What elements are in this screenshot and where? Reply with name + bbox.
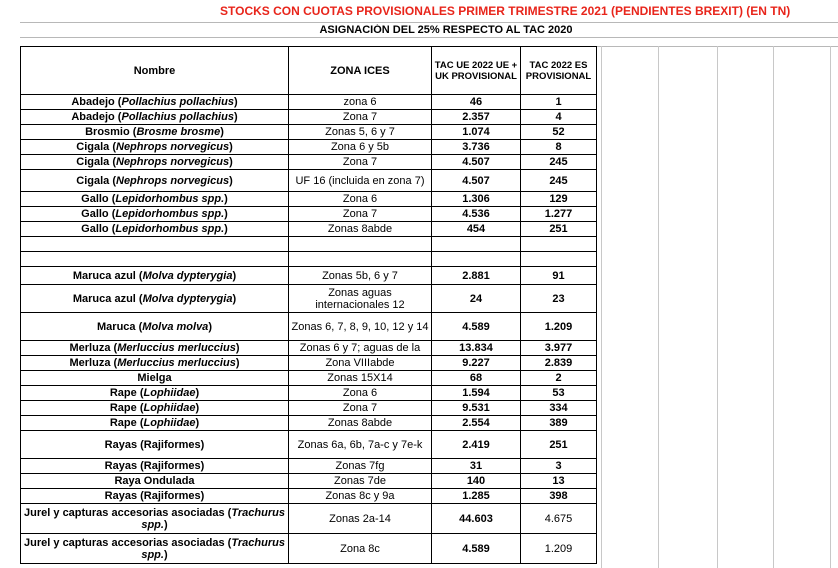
species-common-name: Jurel y capturas accesorias asociadas [24,506,225,519]
header-row [21,47,597,95]
species-latin-name: Merluccius merluccius [117,357,236,369]
zona-ices-cell: Zonas 2a-14 [289,504,432,534]
species-latin-name: Trachurus spp. [141,536,285,561]
header-tac-es: TAC 2022 ES PROVISIONAL [521,47,597,95]
tac-es-cell: 1.277 [521,207,597,222]
header-nombre: Nombre [21,47,289,95]
gridline [601,46,602,568]
species-latin-name: Merluccius merluccius [117,342,236,354]
species-common-name: Rape [109,417,137,429]
table-body [21,95,597,564]
tac-ue-cell: 1.074 [432,125,521,140]
zona-ices-cell: Zonas 15X14 [289,371,432,386]
gridline [717,46,718,568]
species-name-cell: Merluza (Merluccius merluccius) [21,341,289,356]
tac-ue-cell: 9.531 [432,401,521,416]
table-row [21,504,597,534]
zona-ices-cell: Zonas 8c y 9a [289,489,432,504]
species-common-name: Cigala [76,174,110,187]
tac-ue-cell: 1.594 [432,386,521,401]
species-latin-name: Pollachius pollachius [121,96,234,108]
tac-ue-cell: 140 [432,474,521,489]
table-row [21,474,597,489]
species-latin-name: Lophiidae [143,417,196,429]
tac-es-cell: 245 [521,170,597,192]
tac-es-cell: 129 [521,192,597,207]
species-name-cell [21,459,289,474]
tac-ue-cell: 4.589 [432,534,521,564]
tac-ue-cell: 1.285 [432,489,521,504]
tac-ue-cell: 2.881 [432,267,521,285]
tac-es-cell: 3 [521,459,597,474]
species-name-cell: Gallo (Lepidorhombus spp.) [21,192,289,207]
species-name-cell: Rape (Lophiidae) [21,416,289,431]
table-row [21,356,597,371]
tac-ue-cell: 24 [432,285,521,313]
species-common-name: Jurel y capturas accesorias asociadas [24,536,225,549]
tac-es-cell: 1 [521,95,597,110]
species-latin-name: Nephrops norvegicus [116,156,230,168]
tac-es-cell: 23 [521,285,597,313]
species-common-name: Merluza [69,357,111,369]
tac-ue-cell: 3.736 [432,140,521,155]
table-row [21,313,597,341]
gridline [830,46,831,568]
table-row [21,386,597,401]
species-latin-name: Nephrops norvegicus [116,174,230,187]
species-latin-name: Lepidorhombus spp. [115,223,225,235]
tac-ue-cell: 31 [432,459,521,474]
zona-ices-cell: Zona 7 [289,207,432,222]
zona-ices-cell: Zonas 8abde [289,222,432,237]
zona-ices-cell: Zona 6 [289,386,432,401]
zona-ices-cell: Zonas 7fg [289,459,432,474]
tac-es-cell: 52 [521,125,597,140]
species-name-cell [21,371,289,386]
header-tac-ue: TAC UE 2022 UE + UK PROVISIONAL [432,47,521,95]
species-common-name: Rayas (Rajiformes) [104,438,205,451]
species-name-cell: Cigala (Nephrops norvegicus) [21,155,289,170]
species-latin-name: Molva molva [142,320,209,333]
species-latin-name: Lophiidae [143,402,196,414]
tac-ue-cell: 2.554 [432,416,521,431]
gridline [20,37,838,38]
tac-ue-cell: 4.589 [432,313,521,341]
species-common-name: Mielga [137,372,172,384]
tac-ue-cell: 68 [432,371,521,386]
tac-ue-cell: 454 [432,222,521,237]
tac-ue-cell: 4.507 [432,155,521,170]
species-common-name: Rape [109,387,137,399]
table-row [21,267,597,285]
zona-ices-cell: UF 16 (incluida en zona 7) [289,170,432,192]
tac-es-cell: 389 [521,416,597,431]
species-latin-name: Molva dypterygia [142,292,233,305]
table-row [21,222,597,237]
species-name-cell: Maruca azul (Molva dypterygia) [21,285,289,313]
species-latin-name: Trachurus spp. [141,506,285,531]
species-latin-name: Nephrops norvegicus [116,141,230,153]
species-common-name: Raya Ondulada [114,475,195,487]
zona-ices-cell: zona 6 [289,95,432,110]
page-subtitle: ASIGNACIÓN DEL 25% RESPECTO AL TAC 2020 [319,24,573,36]
table-row [21,401,597,416]
tac-ue-cell: 2.357 [432,110,521,125]
table-row [21,110,597,125]
table-row [21,140,597,155]
tac-ue-cell: 46 [432,95,521,110]
species-name-cell: Maruca azul (Molva dypterygia) [21,267,289,285]
gridline [773,46,774,568]
table-row [21,125,597,140]
zona-ices-cell: Zona 6 y 5b [289,140,432,155]
empty-cell [21,237,289,252]
tac-ue-cell: 9.227 [432,356,521,371]
species-latin-name: Pollachius pollachius [121,111,234,123]
species-common-name: Rayas (Rajiformes) [104,460,205,472]
zona-ices-cell: Zona 7 [289,401,432,416]
tac-es-cell: 4.675 [521,504,597,534]
species-common-name: Maruca [97,320,136,333]
species-common-name: Maruca azul [72,292,136,305]
empty-cell [289,237,432,252]
species-common-name: Gallo [81,223,109,235]
species-common-name: Gallo [81,208,109,220]
species-name-cell [21,431,289,459]
zona-ices-cell: Zonas 6, 7, 8, 9, 10, 12 y 14 [289,313,432,341]
header-zona-ices: ZONA ICES [289,47,432,95]
species-common-name: Abadejo [71,96,115,108]
tac-ue-cell: 4.507 [432,170,521,192]
table-row [21,170,597,192]
tac-es-cell: 251 [521,222,597,237]
zona-ices-cell: Zona VIIIabde [289,356,432,371]
species-latin-name: Molva dypterygia [142,269,233,282]
species-name-cell: Rape (Lophiidae) [21,401,289,416]
species-name-cell: Rape (Lophiidae) [21,386,289,401]
tac-es-cell: 4 [521,110,597,125]
page-title: STOCKS CON CUOTAS PROVISIONALES PRIMER TRIMESTRE 2021 (PENDIENTES BREXIT) (EN TN) [220,4,791,18]
tac-es-cell: 245 [521,155,597,170]
empty-cell [432,237,521,252]
zona-ices-cell: Zonas 6 y 7; aguas de la [289,341,432,356]
species-name-cell: Gallo (Lepidorhombus spp.) [21,222,289,237]
species-name-cell: Merluza (Merluccius merluccius) [21,356,289,371]
empty-cell [432,252,521,267]
tac-es-cell: 334 [521,401,597,416]
empty-cell [289,252,432,267]
tac-es-cell: 91 [521,267,597,285]
table-row [21,416,597,431]
tac-ue-cell: 1.306 [432,192,521,207]
species-latin-name: Brosme brosme [136,126,221,138]
zona-ices-cell: Zonas 5b, 6 y 7 [289,267,432,285]
species-common-name: Rayas (Rajiformes) [104,490,205,502]
species-name-cell: Jurel y capturas accesorias asociadas (Trachurus spp.) [21,534,289,564]
species-name-cell: Jurel y capturas accesorias asociadas (Trachurus spp.) [21,504,289,534]
species-latin-name: Lepidorhombus spp. [115,193,225,205]
tac-ue-cell: 2.419 [432,431,521,459]
table-row [21,192,597,207]
tac-es-cell: 13 [521,474,597,489]
tac-es-cell: 1.209 [521,534,597,564]
empty-cell [521,237,597,252]
species-name-cell: Abadejo (Pollachius pollachius) [21,95,289,110]
table-row [21,431,597,459]
zona-ices-cell: Zonas aguas internacionales 12 [289,285,432,313]
zona-ices-cell: Zona 8c [289,534,432,564]
table-row [21,95,597,110]
tac-es-cell: 53 [521,386,597,401]
species-latin-name: Lophiidae [143,387,196,399]
tac-ue-cell: 44.603 [432,504,521,534]
zona-ices-cell: Zona 7 [289,110,432,125]
species-name-cell: Cigala (Nephrops norvegicus) [21,140,289,155]
species-name-cell [21,489,289,504]
zona-ices-cell: Zonas 5, 6 y 7 [289,125,432,140]
table-row [21,155,597,170]
tac-es-cell: 2.839 [521,356,597,371]
tac-ue-cell: 4.536 [432,207,521,222]
quota-table [20,46,597,564]
table-row [21,459,597,474]
table-row [21,489,597,504]
table-row [21,371,597,386]
species-common-name: Rape [109,402,137,414]
table-row [21,285,597,313]
zona-ices-cell: Zonas 7de [289,474,432,489]
table-row [21,341,597,356]
table-row [21,252,597,267]
tac-es-cell: 3.977 [521,341,597,356]
empty-cell [21,252,289,267]
gridline [20,22,838,23]
tac-es-cell: 1.209 [521,313,597,341]
species-name-cell: Cigala (Nephrops norvegicus) [21,170,289,192]
empty-cell [521,252,597,267]
species-name-cell: Maruca (Molva molva) [21,313,289,341]
zona-ices-cell: Zona 6 [289,192,432,207]
species-name-cell: Brosmio (Brosme brosme) [21,125,289,140]
species-common-name: Brosmio [85,126,130,138]
tac-ue-cell: 13.834 [432,341,521,356]
species-name-cell [21,474,289,489]
species-common-name: Maruca azul [72,269,136,282]
species-common-name: Abadejo [71,111,115,123]
zona-ices-cell: Zonas 8abde [289,416,432,431]
tac-es-cell: 8 [521,140,597,155]
species-common-name: Gallo [81,193,109,205]
zona-ices-cell: Zona 7 [289,155,432,170]
tac-es-cell: 2 [521,371,597,386]
table-row [21,207,597,222]
tac-es-cell: 398 [521,489,597,504]
table-row [21,534,597,564]
species-common-name: Merluza [69,342,111,354]
species-common-name: Cigala [76,141,110,153]
species-name-cell: Abadejo (Pollachius pollachius) [21,110,289,125]
species-latin-name: Lepidorhombus spp. [115,208,225,220]
gridline [658,46,659,568]
table-row [21,237,597,252]
species-name-cell: Gallo (Lepidorhombus spp.) [21,207,289,222]
tac-es-cell: 251 [521,431,597,459]
species-common-name: Cigala [76,156,110,168]
zona-ices-cell: Zonas 6a, 6b, 7a-c y 7e-k [289,431,432,459]
